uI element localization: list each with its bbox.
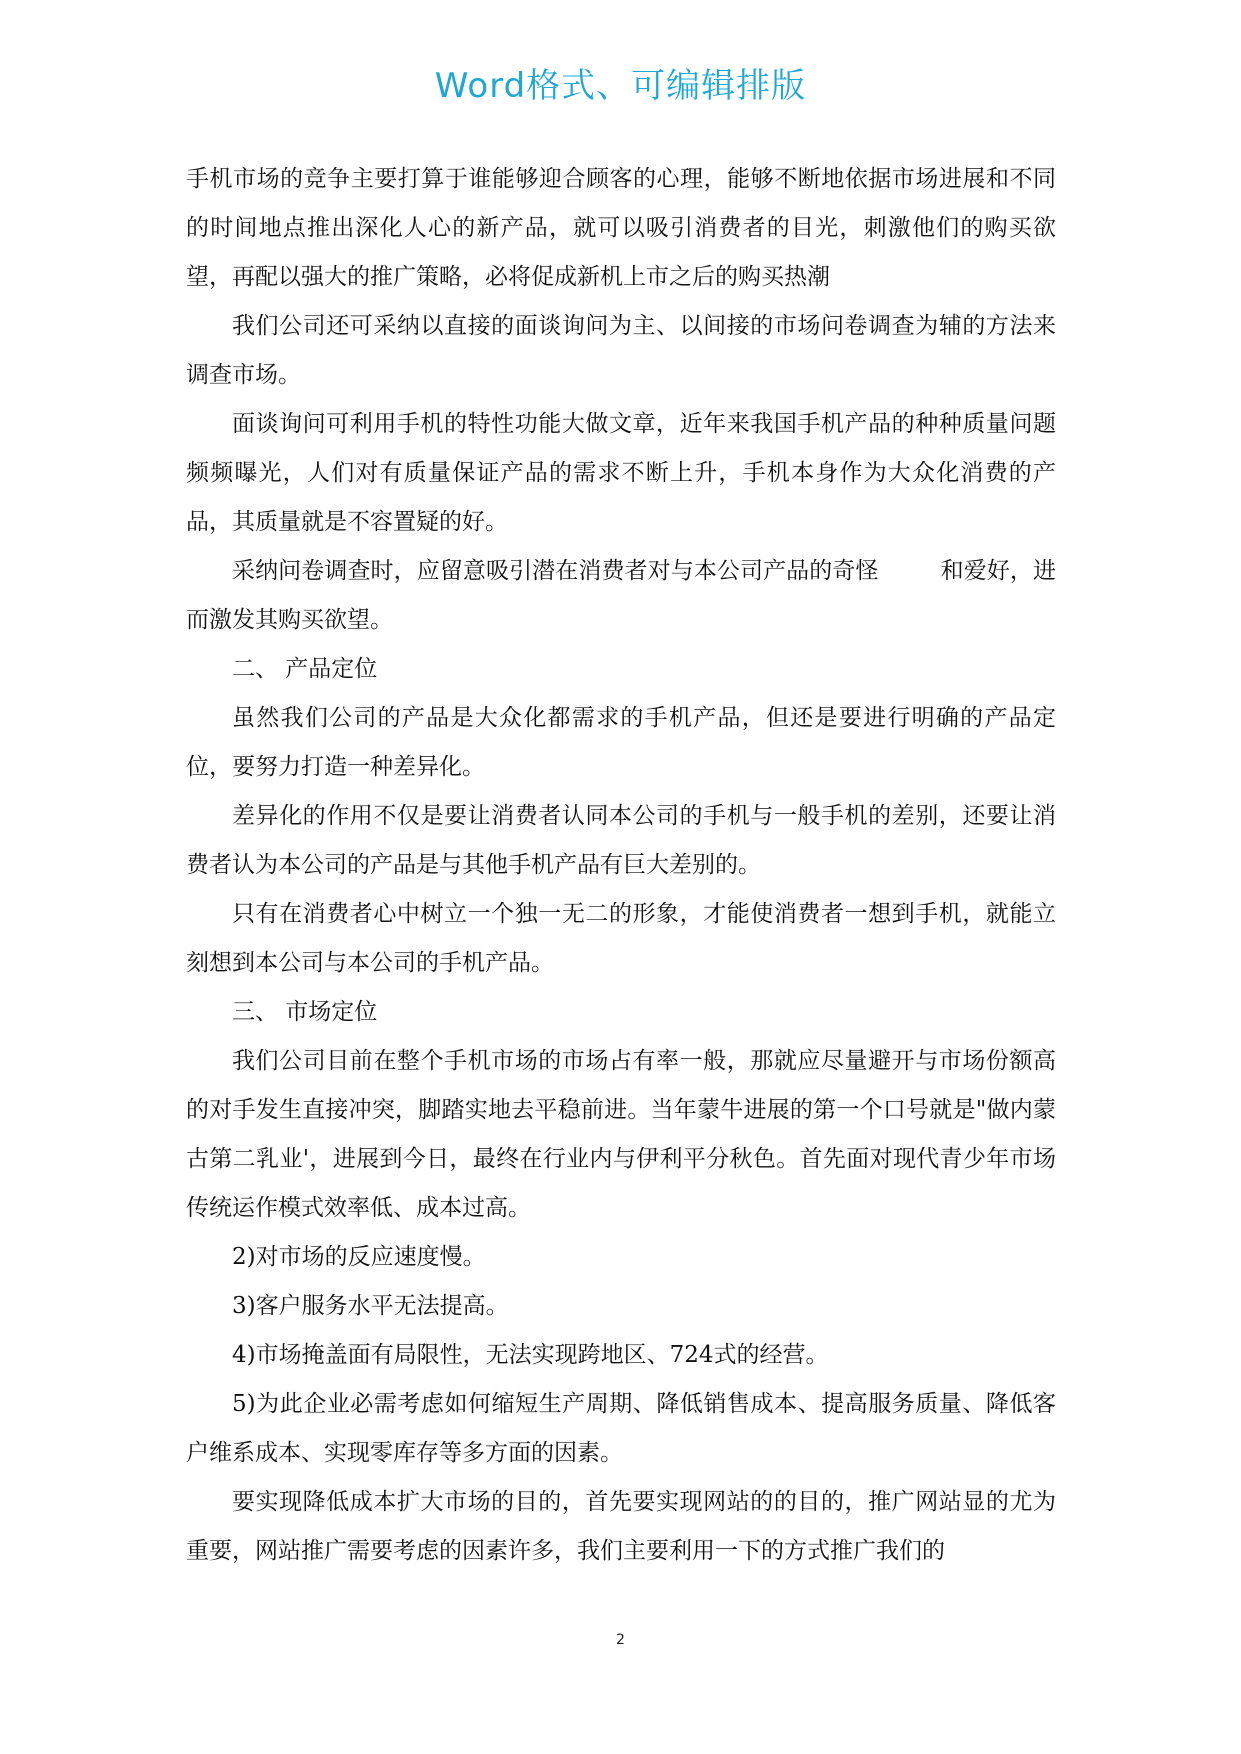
paragraph-9: 要实现降低成本扩大市场的目的，首先要实现网站的的目的，推广网站显的尤为重要，网站推广需要考虑的因素许多，我们主要利用一下的方式推广我们的 xyxy=(186,1489,1056,1564)
document-header-title: Word格式、可编辑排版 xyxy=(434,66,807,106)
paragraph-4-part-2: 和爱好，进而激发其购买欲望。 xyxy=(186,558,1057,633)
paragraph-3: 面谈询问可利用手机的特性功能大做文章，近年来我国手机产品的种种质量问题频频曝光，人们对有质量保证产品的需求不断上升，手机本身作为大众化消费的产品，其质量就是不容置疑的好。 xyxy=(186,411,1056,535)
page-number: 2 xyxy=(616,1632,625,1648)
paragraph-1: 手机市场的竞争主要打算于谁能够迎合顾客的心理，能够不断地依据市场进展和不同的时间地点推出深化人心的新产品，就可以吸引消费者的目光，刺激他们的购买欲望，再配以强大的推广策略，必将促成新机上市之后的购买热潮 xyxy=(186,166,1056,290)
paragraph-2: 我们公司还可采纳以直接的面谈询问为主、以间接的市场问卷调查为辅的方法来调查市场。 xyxy=(186,313,1056,388)
section-heading-market-positioning: 三、 市场定位 xyxy=(232,999,378,1025)
paragraph-8: 我们公司目前在整个手机市场的市场占有率一般，那就应尽量避开与市场份额高的对手发生直接冲突，脚踏实地去平稳前进。当年蒙牛进展的第一个口号就是"做内蒙古第二乳业'，进展到今日，最终在行业内与伊利平分秋色。首先面对现代青少年市场传统运作模式效率低、成本过高。 xyxy=(186,1048,1056,1221)
list-item-3: 3)客户服务水平无法提高。 xyxy=(232,1293,509,1319)
paragraph-4 xyxy=(186,547,1056,645)
list-item-2: 2)对市场的反应速度慢。 xyxy=(232,1244,486,1270)
paragraph-4-part-1: 采纳问卷调查时，应留意吸引潜在消费者对与本公司产品的奇怪 xyxy=(232,558,879,584)
paragraph-7: 只有在消费者心中树立一个独一无二的形象，才能使消费者一想到手机，就能立刻想到本公司与本公司的手机产品。 xyxy=(186,901,1056,976)
paragraph-6: 差异化的作用不仅是要让消费者认同本公司的手机与一般手机的差别，还要让消费者认为本公司的产品是与其他手机产品有巨大差别的。 xyxy=(186,803,1056,878)
list-item-4: 4)市场掩盖面有局限性，无法实现跨地区、724式的经营。 xyxy=(232,1342,829,1368)
section-heading-product-positioning: 二、 产品定位 xyxy=(232,656,378,682)
document-body xyxy=(186,155,1056,1576)
list-item-5: 5)为此企业必需考虑如何缩短生产周期、降低销售成本、提高服务质量、降低客户维系成本、实现零库存等多方面的因素。 xyxy=(186,1391,1056,1466)
paragraph-5: 虽然我们公司的产品是大众化都需求的手机产品，但还是要进行明确的产品定位，要努力打造一种差异化。 xyxy=(186,705,1056,780)
